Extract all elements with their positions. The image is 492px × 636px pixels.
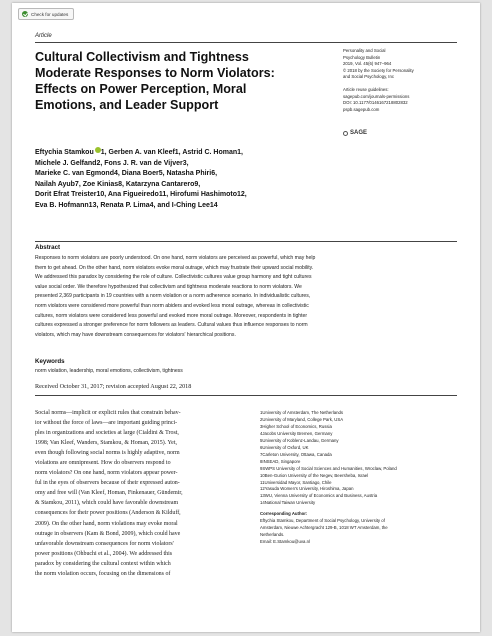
title-line: Moderate Responses to Norm Violators: [35, 66, 275, 80]
body-line: Social norms—implicit or explicit rules that constrain behav- [35, 410, 181, 416]
body-line: outrage in observers (Kam & Bond, 2009), which could have [35, 530, 181, 537]
abstract-line: Responses to norm violators are poorly understood. On one hand, norm violators are perceived as powerful, which may help [35, 255, 316, 261]
abstract-text [35, 254, 459, 340]
author-line: Eva B. Hofmann13, Renata P. Lima4, and I-Ching Lee14 [35, 201, 218, 209]
corresponding-email-link[interactable]: Email: E.Stamkou@uva.nl [260, 539, 310, 545]
journal-info [343, 48, 461, 113]
paper-title [35, 49, 333, 113]
received-dates: Received October 31, 2017; revision accepted August 22, 2018 [35, 383, 192, 390]
body-text-column [35, 408, 251, 579]
abstract-line: violators, which may have downstream consequences for violators' hierarchical positions. [35, 331, 236, 338]
author-line: Michele J. Gelfand2, Fons J. R. van de Vijver3, [35, 159, 189, 167]
affiliation-line: 4Jacobs University Bremen, Germany [260, 430, 333, 436]
author-line: Nailah Ayub7, Zoe Kinias8, Katarzyna Cantarero9, [35, 180, 201, 188]
title-line: Cultural Collectivism and Tightness [35, 50, 249, 64]
affiliation-line: 7Carleton University, Ottawa, Canada [260, 451, 332, 457]
journal-info-line: 2019, Vol. 45(6) 947–964 [343, 61, 392, 67]
author-line-rest: 1, Gerben A. van Kleef1, Astrid C. Homan1, [100, 149, 243, 156]
affiliation-line: 9SWPS University of Social Sciences and Humanities, Wroclaw, Poland [260, 465, 397, 471]
author-list [35, 147, 435, 211]
corresponding-line: Netherlands. [260, 532, 285, 538]
body-line: the norm violation occurs, focusing on the dimensions of [35, 570, 171, 577]
body-line: violations are omnipresent. How do observers respond to [35, 460, 171, 467]
body-line: unfavorable downstream consequences for norm violators' [35, 540, 174, 547]
affiliation-line: 8INSEAD, Singapore [260, 458, 301, 464]
affiliation-line: 6University of Oxford, UK [260, 444, 309, 450]
abstract-line: We addressed this paradox by considering the role of culture. Collectivistic cultures value group harmony and tight cultures [35, 274, 312, 281]
affiliation-line: 11Universidad Mayor, Santiago, Chile [260, 479, 332, 485]
author-line [35, 147, 435, 159]
body-line: norm violators? On one hand, norm violators appear power- [35, 470, 178, 477]
article-type-label: Article [35, 33, 52, 39]
body-line: paradox by considering the cultural context within which [35, 560, 171, 567]
affiliation-line: 1University of Amsterdam, The Netherlands [260, 410, 344, 415]
check-for-updates-button[interactable] [18, 8, 74, 20]
affiliation-line: 3Higher School of Economics, Russia [260, 423, 332, 429]
sage-circle-icon [343, 131, 348, 136]
title-line: Emotions, and Leader Support [35, 98, 219, 112]
permissions-link[interactable]: sagepub.com/journals-permissions [343, 93, 410, 99]
doi-link[interactable]: DOI: 10.1177/0146167218802832 [343, 100, 408, 106]
abstract-line: them to get ahead. On the other hand, norm violators evoke moral outrage, which may frustrate their upward social mobility. [35, 264, 314, 271]
affiliation-line: 14National Taiwan University [260, 500, 316, 506]
abstract-line: cultures expressed a stronger preference for norm followers as leaders. Cultural values thus influence responses to norm [35, 322, 308, 329]
journal-info-line: Psychology Bulletin [343, 54, 381, 60]
keywords-heading: Keywords [35, 358, 65, 365]
journal-info-line: and Social Psychology, Inc [343, 74, 395, 80]
body-line: ples in organizations and societies at large (Cialdini & Trost, [35, 430, 179, 437]
body-line: 1998; Van Kleef, Wanders, Stamkou, & Homan, 2015). Yet, [35, 440, 177, 447]
sage-logo [343, 130, 367, 136]
corresponding-author-heading: Corresponding Author: [260, 511, 308, 517]
body-line: omy and free will (Van Kleef, Homan, Finkenauer, Gündemir, [35, 490, 183, 497]
abstract-line: value social order. We therefore hypothesized that collectivism and tightness moderate reactions to norm violators. We [35, 283, 302, 290]
author-name: Eftychia Stamkou [35, 149, 94, 156]
body-line: ful in the eyes of observers because of their expressed auton- [35, 480, 180, 487]
body-line: power positions (Ohbuchi et al., 2004). We addressed this [35, 550, 173, 557]
keywords-text: norm violation, leadership, moral emotions, collectivism, tightness [35, 368, 183, 374]
body-line: & Stamkou, 2011), which could have favorable downstream [35, 500, 179, 507]
abstract-line: cultures, norm violators were considered less powerful and evoked more moral outrage. Moreover, respondents in tighter [35, 312, 308, 319]
abstract-line: presented 2,369 participants in 19 countries with a norm violation or a norm adherence scenario. In individualistic cultures, [35, 293, 311, 300]
body-line: 2009). On the other hand, norm violations may evoke moral [35, 520, 178, 527]
abstract-divider [35, 241, 457, 242]
body-line: consequences for their power positions (Anderson & Kilduff, [35, 510, 181, 517]
abstract-line: norm violators were considered more powerful than norm abiders and evoked less moral outrage, whereas in collectivistic [35, 302, 309, 309]
publisher-name: SAGE [350, 130, 368, 136]
abstract-heading: Abstract [35, 244, 61, 251]
journal-info-line: Personality and Social [343, 48, 386, 53]
affiliation-line: 13WU, Vienna University of Economics and Business, Austria [260, 493, 378, 499]
affiliations-column [260, 410, 465, 546]
corresponding-line: Amsterdam, Nieuwe Achtergracht 129-B, 1018 WT Amsterdam, the [260, 525, 388, 531]
body-line: even though following social norms is highly adaptive, norm [35, 450, 180, 457]
corresponding-line: Eftychia Stamkou, Department of Social Psychology, University of [260, 518, 385, 524]
title-line: Effects on Power Perception, Moral [35, 82, 247, 96]
body-line: ior without the force of laws—are important guiding princi- [35, 420, 178, 427]
journal-info-line: © 2018 by the Society for Personality [343, 67, 414, 73]
affiliation-line: 5University of Koblenz-Landau, Germany [260, 437, 339, 443]
author-line: Marieke C. van Egmond4, Diana Boer5, Natasha Phiri6, [35, 170, 218, 177]
journal-site-link[interactable]: pspb.sagepub.com [343, 106, 380, 112]
reuse-guidelines-link[interactable]: Article reuse guidelines: [343, 86, 389, 92]
check-for-updates-label: Check for updates [31, 11, 69, 17]
author-line: Dorit Efrat Treister10, Ana Figueiredo11, Hirofumi Hashimoto12, [35, 191, 247, 198]
affiliation-line: 12Yasuda Women's University, Hiroshima, Japan [260, 486, 354, 492]
paper-page [12, 3, 480, 632]
affiliation-line: 2University of Maryland, College Park, USA [260, 416, 344, 422]
check-circle-icon [22, 11, 28, 17]
affiliation-line: 10Ben-Gurion University of the Negev, Beersheba, Israel [260, 472, 369, 478]
body-divider [35, 395, 457, 396]
header-divider [35, 42, 457, 43]
